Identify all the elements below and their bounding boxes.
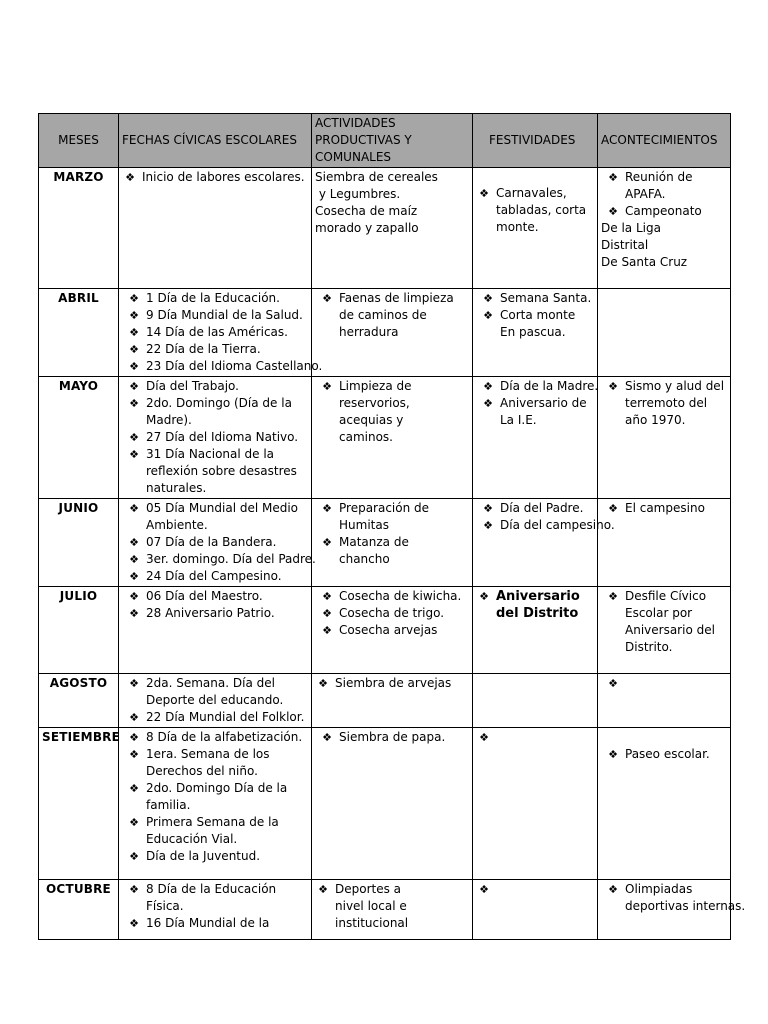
bullet-list xyxy=(122,729,308,865)
list-item-text: acequias y xyxy=(339,413,404,427)
list-item-text: Deportes a xyxy=(335,882,402,896)
list-item-text: reservorios, xyxy=(339,396,410,410)
list-item xyxy=(315,534,469,568)
list-item xyxy=(476,517,615,534)
bullet-icon: ❖ xyxy=(322,380,332,393)
list-item-text: 27 Día del Idioma Nativo. xyxy=(146,430,299,444)
fechas-cell xyxy=(119,728,312,880)
bullet-icon: ❖ xyxy=(483,380,493,393)
cell-text: Distrital xyxy=(601,238,649,252)
list-item xyxy=(122,729,308,746)
table-row xyxy=(39,289,731,377)
list-item-text: Deporte del educando. xyxy=(146,693,284,707)
list-item-text: Matanza de xyxy=(339,535,409,549)
bullet-icon: ❖ xyxy=(318,677,328,690)
bullet-list xyxy=(476,185,594,236)
actividades-cell xyxy=(312,880,473,940)
list-item-text: Día del campesino. xyxy=(500,518,615,532)
list-item-text: 31 Día Nacional de la xyxy=(146,447,275,461)
list-item xyxy=(122,915,308,932)
list-item xyxy=(122,341,308,358)
bullet-icon: ❖ xyxy=(129,309,139,322)
list-item xyxy=(601,588,727,656)
list-item xyxy=(601,203,727,220)
bullet-list xyxy=(315,500,469,568)
bullet-list xyxy=(122,378,308,497)
list-item-text: 24 Día del Campesino. xyxy=(146,569,282,583)
festividades-cell xyxy=(473,587,598,674)
bullet-list xyxy=(601,588,727,656)
bullet-icon: ❖ xyxy=(322,607,332,620)
list-item-text: 1era. Semana de los xyxy=(146,747,270,761)
month-cell: MAYO xyxy=(39,377,119,499)
list-item-text: Primera Semana de la xyxy=(146,815,279,829)
list-item xyxy=(601,881,746,915)
bullet-icon: ❖ xyxy=(608,748,618,761)
list-item xyxy=(122,848,308,865)
bullet-icon: ❖ xyxy=(483,397,493,410)
bullet-icon: ❖ xyxy=(322,292,332,305)
fechas-cell xyxy=(119,377,312,499)
list-item-text: terremoto del xyxy=(625,396,708,410)
bullet-icon: ❖ xyxy=(608,883,618,896)
list-item xyxy=(122,378,308,395)
bullet-icon: ❖ xyxy=(129,502,139,515)
list-item-text: Semana Santa. xyxy=(500,291,592,305)
bullet-list xyxy=(601,169,727,220)
table-row xyxy=(39,674,731,728)
list-item-text: 06 Día del Maestro. xyxy=(146,589,263,603)
list-item-text: Ambiente. xyxy=(146,518,208,532)
bullet-list xyxy=(315,588,469,639)
list-item xyxy=(476,307,594,341)
list-item xyxy=(601,746,727,763)
bullet-icon: ❖ xyxy=(129,816,139,829)
header-actividades-line: COMUNALES xyxy=(315,150,392,164)
list-item-text: Día de la Juventud. xyxy=(146,849,261,863)
list-item-text: Educación Vial. xyxy=(146,832,238,846)
list-item-text: Inicio de labores escolares. xyxy=(142,170,305,184)
list-item-text: reflexión sobre desastres xyxy=(146,464,297,478)
header-meses: MESES xyxy=(39,114,119,168)
bullet-icon: ❖ xyxy=(322,590,332,603)
table-row xyxy=(39,880,731,940)
list-item xyxy=(122,395,308,429)
list-item xyxy=(122,568,308,585)
festividades-cell xyxy=(473,499,615,587)
fechas-cell xyxy=(119,587,312,674)
bullet-list xyxy=(601,500,727,517)
bullet-icon: ❖ xyxy=(129,553,139,566)
actividades-cell xyxy=(312,728,473,880)
actividades-cell xyxy=(312,674,473,728)
acontecimientos-cell xyxy=(598,168,731,289)
list-item xyxy=(315,622,469,639)
list-item-text: 07 Día de la Bandera. xyxy=(146,535,277,549)
header-festividades: FESTIVIDADES xyxy=(473,114,598,168)
list-item-text: 1 Día de la Educación. xyxy=(146,291,280,305)
cell-text: De la Liga xyxy=(601,221,661,235)
table-row xyxy=(39,377,731,499)
bullet-icon: ❖ xyxy=(322,624,332,637)
list-item-text: Carnavales, xyxy=(496,186,567,200)
table-row xyxy=(39,168,731,289)
bullet-icon: ❖ xyxy=(322,502,332,515)
list-item-text: Cosecha arvejas xyxy=(339,623,438,637)
list-item-text: 28 Aniversario Patrio. xyxy=(146,606,275,620)
list-item xyxy=(122,588,308,605)
list-item xyxy=(315,881,469,932)
list-item-text: Sismo y alud del xyxy=(625,379,725,393)
festividades-cell xyxy=(473,168,598,289)
list-item xyxy=(476,395,594,429)
festividades-cell xyxy=(473,289,598,377)
list-item-text: Día de la Madre. xyxy=(500,379,599,393)
bullet-list xyxy=(315,881,469,932)
list-item xyxy=(122,551,316,568)
bullet-icon: ❖ xyxy=(129,883,139,896)
month-cell: OCTUBRE xyxy=(39,880,119,940)
festividades-cell xyxy=(473,674,598,728)
bullet-icon: ❖ xyxy=(322,536,332,549)
list-item-text: 05 Día Mundial del Medio xyxy=(146,501,299,515)
header-actividades xyxy=(312,114,473,168)
list-item xyxy=(315,729,469,746)
list-item-text: tabladas, corta xyxy=(496,203,587,217)
bullet-icon: ❖ xyxy=(129,677,139,690)
list-item xyxy=(315,588,469,605)
actividades-cell xyxy=(312,289,473,377)
fechas-cell xyxy=(119,499,316,587)
bullet-list xyxy=(476,588,594,622)
list-item-text: Madre). xyxy=(146,413,192,427)
header-row xyxy=(39,114,731,168)
bullet-icon: ❖ xyxy=(129,397,139,410)
actividades-cell xyxy=(312,377,473,499)
bullet-icon: ❖ xyxy=(129,607,139,620)
fechas-cell xyxy=(119,289,323,377)
bullet-list xyxy=(476,500,615,534)
header-actividades-line: PRODUCTIVAS Y xyxy=(315,133,412,147)
bullet-icon: ❖ xyxy=(479,883,489,896)
bullet-list xyxy=(476,290,594,341)
list-item-text: año 1970. xyxy=(625,413,686,427)
list-item-text: 2da. Semana. Día del xyxy=(146,676,275,690)
list-item-text: Campeonato xyxy=(625,204,702,218)
list-item-text: Aniversario del xyxy=(625,623,715,637)
list-item xyxy=(476,378,599,395)
list-item xyxy=(476,588,594,622)
bullet-list xyxy=(315,729,469,746)
bullet-list xyxy=(601,746,727,763)
list-item xyxy=(122,169,308,186)
actividades-cell xyxy=(312,587,473,674)
actividades-cell xyxy=(312,168,473,289)
list-item-text: APAFA. xyxy=(625,187,666,201)
list-item xyxy=(315,500,469,534)
list-item-text: 14 Día de las Américas. xyxy=(146,325,288,339)
list-item xyxy=(122,709,308,726)
bullet-icon: ❖ xyxy=(129,343,139,356)
bullet-list xyxy=(122,588,308,622)
list-item xyxy=(601,378,727,429)
bullet-list xyxy=(315,378,469,446)
list-item-text: Siembra de papa. xyxy=(339,730,446,744)
header-acontecimientos: ACONTECIMIENTOS xyxy=(598,114,731,168)
acontecimientos-cell xyxy=(598,499,731,587)
bullet-icon: ❖ xyxy=(129,782,139,795)
bullet-icon: ❖ xyxy=(483,502,493,515)
list-item-text: Cosecha de trigo. xyxy=(339,606,445,620)
bullet-icon: ❖ xyxy=(129,448,139,461)
bullet-icon: ❖ xyxy=(479,731,489,744)
list-item-text: 9 Día Mundial de la Salud. xyxy=(146,308,303,322)
list-item xyxy=(122,534,308,551)
list-item-text: monte. xyxy=(496,220,539,234)
list-item xyxy=(122,429,308,446)
list-item-text: Faenas de limpieza xyxy=(339,291,454,305)
fechas-cell xyxy=(119,674,312,728)
list-item-text: caminos. xyxy=(339,430,393,444)
month-cell: MARZO xyxy=(39,168,119,289)
list-item xyxy=(122,307,308,324)
bullet-icon: ❖ xyxy=(322,731,332,744)
acontecimientos-cell xyxy=(598,674,731,728)
list-item-text: Aniversario de xyxy=(500,396,587,410)
bullet-icon: ❖ xyxy=(479,187,489,200)
list-item xyxy=(315,290,469,341)
bullet-icon: ❖ xyxy=(129,917,139,930)
bullet-list xyxy=(315,675,469,692)
bullet-icon: ❖ xyxy=(129,326,139,339)
list-item-text: 2do. Domingo Día de la xyxy=(146,781,288,795)
list-item-text: 8 Día de la Educación xyxy=(146,882,277,896)
bullet-icon: ❖ xyxy=(608,205,618,218)
festividades-cell xyxy=(473,377,598,499)
list-item-text: 3er. domingo. Día del Padre. xyxy=(146,552,316,566)
list-item-text: Distrito. xyxy=(625,640,673,654)
list-item xyxy=(315,605,469,622)
month-cell: AGOSTO xyxy=(39,674,119,728)
list-item-text: Preparación de xyxy=(339,501,430,515)
list-item-text: La I.E. xyxy=(500,413,537,427)
list-item-text: deportivas internas. xyxy=(625,899,746,913)
list-item-text: 23 Día del Idioma Castellano. xyxy=(146,359,323,373)
list-item-text: naturales. xyxy=(146,481,207,495)
list-item-text: Humitas xyxy=(339,518,389,532)
bullet-icon: ❖ xyxy=(125,171,135,184)
list-item-text: Física. xyxy=(146,899,184,913)
list-item-text: institucional xyxy=(335,916,409,930)
bullet-icon: ❖ xyxy=(479,590,489,603)
cell-text: Cosecha de maíz xyxy=(315,204,418,218)
list-item-text: Día del Trabajo. xyxy=(146,379,239,393)
list-item xyxy=(601,500,727,517)
bullet-icon: ❖ xyxy=(483,519,493,532)
bullet-list xyxy=(122,169,308,186)
acontecimientos-cell xyxy=(598,289,731,377)
list-item xyxy=(122,605,308,622)
list-item-text: El campesino xyxy=(625,501,705,515)
list-item xyxy=(122,746,308,780)
acontecimientos-cell xyxy=(598,880,746,940)
bullet-icon: ❖ xyxy=(129,360,139,373)
bullet-icon: ❖ xyxy=(129,850,139,863)
list-item xyxy=(476,290,594,307)
acontecimientos-cell xyxy=(598,728,731,880)
list-item-text: de caminos de xyxy=(339,308,427,322)
bullet-list xyxy=(601,378,727,429)
bullet-list xyxy=(315,290,469,341)
bullet-icon: ❖ xyxy=(608,590,618,603)
bullet-icon: ❖ xyxy=(483,309,493,322)
list-item xyxy=(476,185,594,236)
table-row xyxy=(39,499,731,587)
list-item xyxy=(601,169,727,203)
month-cell: JUNIO xyxy=(39,499,119,587)
festividades-cell xyxy=(473,880,598,940)
list-item-text: Paseo escolar. xyxy=(625,747,710,761)
bullet-icon: ❖ xyxy=(129,570,139,583)
bullet-icon: ❖ xyxy=(129,711,139,724)
fechas-cell xyxy=(119,168,312,289)
header-actividades-line: ACTIVIDADES xyxy=(315,116,396,130)
list-item xyxy=(315,378,469,446)
bullet-list xyxy=(122,675,308,726)
list-item-text: 22 Día de la Tierra. xyxy=(146,342,261,356)
list-item-text: Olimpiadas xyxy=(625,882,693,896)
cell-text: Siembra de cereales xyxy=(315,170,438,184)
acontecimientos-cell xyxy=(598,377,731,499)
table-row xyxy=(39,728,731,880)
list-item-text: chancho xyxy=(339,552,390,566)
bullet-icon: ❖ xyxy=(129,292,139,305)
list-item xyxy=(122,814,308,848)
bullet-icon: ❖ xyxy=(608,502,618,515)
list-item xyxy=(122,324,308,341)
bullet-icon: ❖ xyxy=(129,731,139,744)
bullet-list xyxy=(122,290,323,375)
list-item xyxy=(122,500,308,534)
bullet-icon: ❖ xyxy=(318,883,328,896)
list-item xyxy=(122,780,308,814)
list-item xyxy=(315,675,469,692)
bullet-icon: ❖ xyxy=(608,380,618,393)
list-item xyxy=(476,500,594,517)
list-item xyxy=(122,881,308,915)
bullet-icon: ❖ xyxy=(129,380,139,393)
list-item-text: En pascua. xyxy=(500,325,566,339)
list-item-text: 22 Día Mundial del Folklor. xyxy=(146,710,305,724)
list-item-text: nivel local e xyxy=(335,899,407,913)
bullet-list xyxy=(122,881,308,932)
fechas-cell xyxy=(119,880,312,940)
bullet-list xyxy=(601,881,746,915)
list-item-text: 8 Día de la alfabetización. xyxy=(146,730,303,744)
list-item-text: 2do. Domingo (Día de la xyxy=(146,396,292,410)
bullet-icon: ❖ xyxy=(129,536,139,549)
bullet-icon: ❖ xyxy=(129,590,139,603)
list-item-text: familia. xyxy=(146,798,191,812)
list-item-text: Desfile Cívico xyxy=(625,589,707,603)
list-item-text: 16 Día Mundial de la xyxy=(146,916,270,930)
list-item-text: herradura xyxy=(339,325,399,339)
bullet-icon: ❖ xyxy=(608,677,618,690)
list-item-text: del Distrito xyxy=(496,606,579,621)
list-item-text: Derechos del niño. xyxy=(146,764,258,778)
cell-text: De Santa Cruz xyxy=(601,255,688,269)
list-item xyxy=(122,446,308,497)
month-cell: ABRIL xyxy=(39,289,119,377)
list-item-text: Reunión de xyxy=(625,170,693,184)
table-row xyxy=(39,587,731,674)
list-item xyxy=(122,290,308,307)
actividades-cell xyxy=(312,499,473,587)
list-item-text: Día del Padre. xyxy=(500,501,584,515)
bullet-icon: ❖ xyxy=(483,292,493,305)
list-item-text: Corta monte xyxy=(500,308,576,322)
calendar-table xyxy=(38,113,746,940)
cell-text: y Legumbres. xyxy=(315,187,401,201)
month-cell: SETIEMBRE xyxy=(39,728,119,880)
list-item-text: Escolar por xyxy=(625,606,693,620)
list-item-text: Aniversario xyxy=(496,589,580,604)
acontecimientos-cell xyxy=(598,587,731,674)
month-cell: JULIO xyxy=(39,587,119,674)
list-item-text: Siembra de arvejas xyxy=(335,676,452,690)
bullet-list xyxy=(476,378,599,429)
bullet-icon: ❖ xyxy=(129,431,139,444)
bullet-list xyxy=(122,500,316,585)
festividades-cell xyxy=(473,728,598,880)
bullet-icon: ❖ xyxy=(608,171,618,184)
list-item-text: Limpieza de xyxy=(339,379,412,393)
list-item xyxy=(122,358,323,375)
bullet-icon: ❖ xyxy=(129,748,139,761)
list-item xyxy=(122,675,308,709)
header-fechas: FECHAS CÍVICAS ESCOLARES xyxy=(119,114,312,168)
list-item-text: Cosecha de kiwicha. xyxy=(339,589,462,603)
cell-text: morado y zapallo xyxy=(315,221,419,235)
